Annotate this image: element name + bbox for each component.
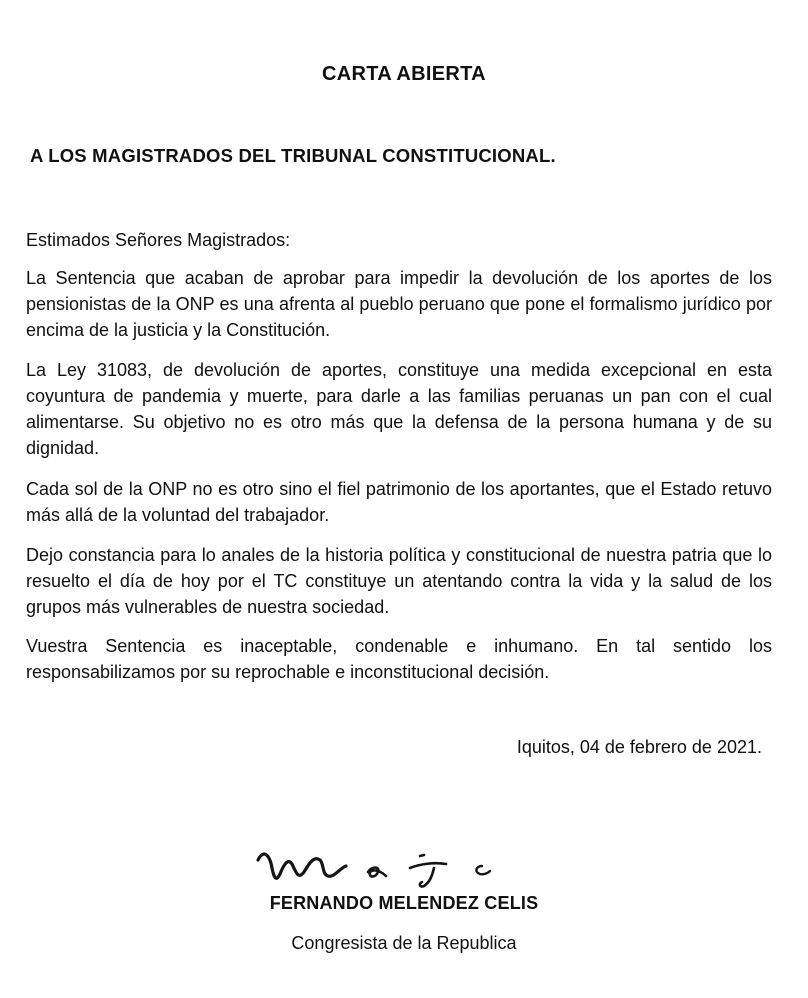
handwritten-signature	[250, 838, 550, 894]
body-paragraph: Cada sol de la ONP no es otro sino el fiel patrimonio de los aportantes, que el Estado retuvo más allá de la voluntad del trabajador.	[26, 479, 772, 525]
body-paragraph: Vuestra Sentencia es inaceptable, condenable e inhumano. En tal sentido los responsabilizamos por su reprochable e inconstitucional decisión.	[26, 636, 772, 682]
letter-title: CARTA ABIERTA	[322, 63, 486, 85]
signer-name: FERNANDO MELENDEZ CELIS	[269, 893, 539, 913]
letter-salutation: Estimados Señores Magistrados:	[26, 230, 291, 250]
signer-role: Congresista de la Republica	[291, 933, 517, 953]
body-paragraph: La Ley 31083, de devolución de aportes, constituye una medida excepcional en esta coyuntura de pandemia y muerte, para darle a las familias peruanas un pan con el cual alimentarse. Su objetivo no es otro más que la defensa de la persona humana y de su dignidad.	[26, 360, 772, 458]
body-paragraph: La Sentencia que acaban de aprobar para impedir la devolución de los aportes de los pensionistas de la ONP es una afrenta al pueblo peruano que pone el formalismo jurídico por encima de la justicia y la Constitución.	[26, 268, 772, 340]
body-paragraph: Dejo constancia para lo anales de la historia política y constitucional de nuestra patria que lo resuelto el día de hoy por el TC constituye un atentando contra la vida y la salud de los grupos más vulnerables de nuestra sociedad.	[26, 545, 772, 617]
place-date: Iquitos, 04 de febrero de 2021.	[516, 737, 762, 757]
letter-addressee: A LOS MAGISTRADOS DEL TRIBUNAL CONSTITUCIONAL.	[30, 145, 556, 166]
